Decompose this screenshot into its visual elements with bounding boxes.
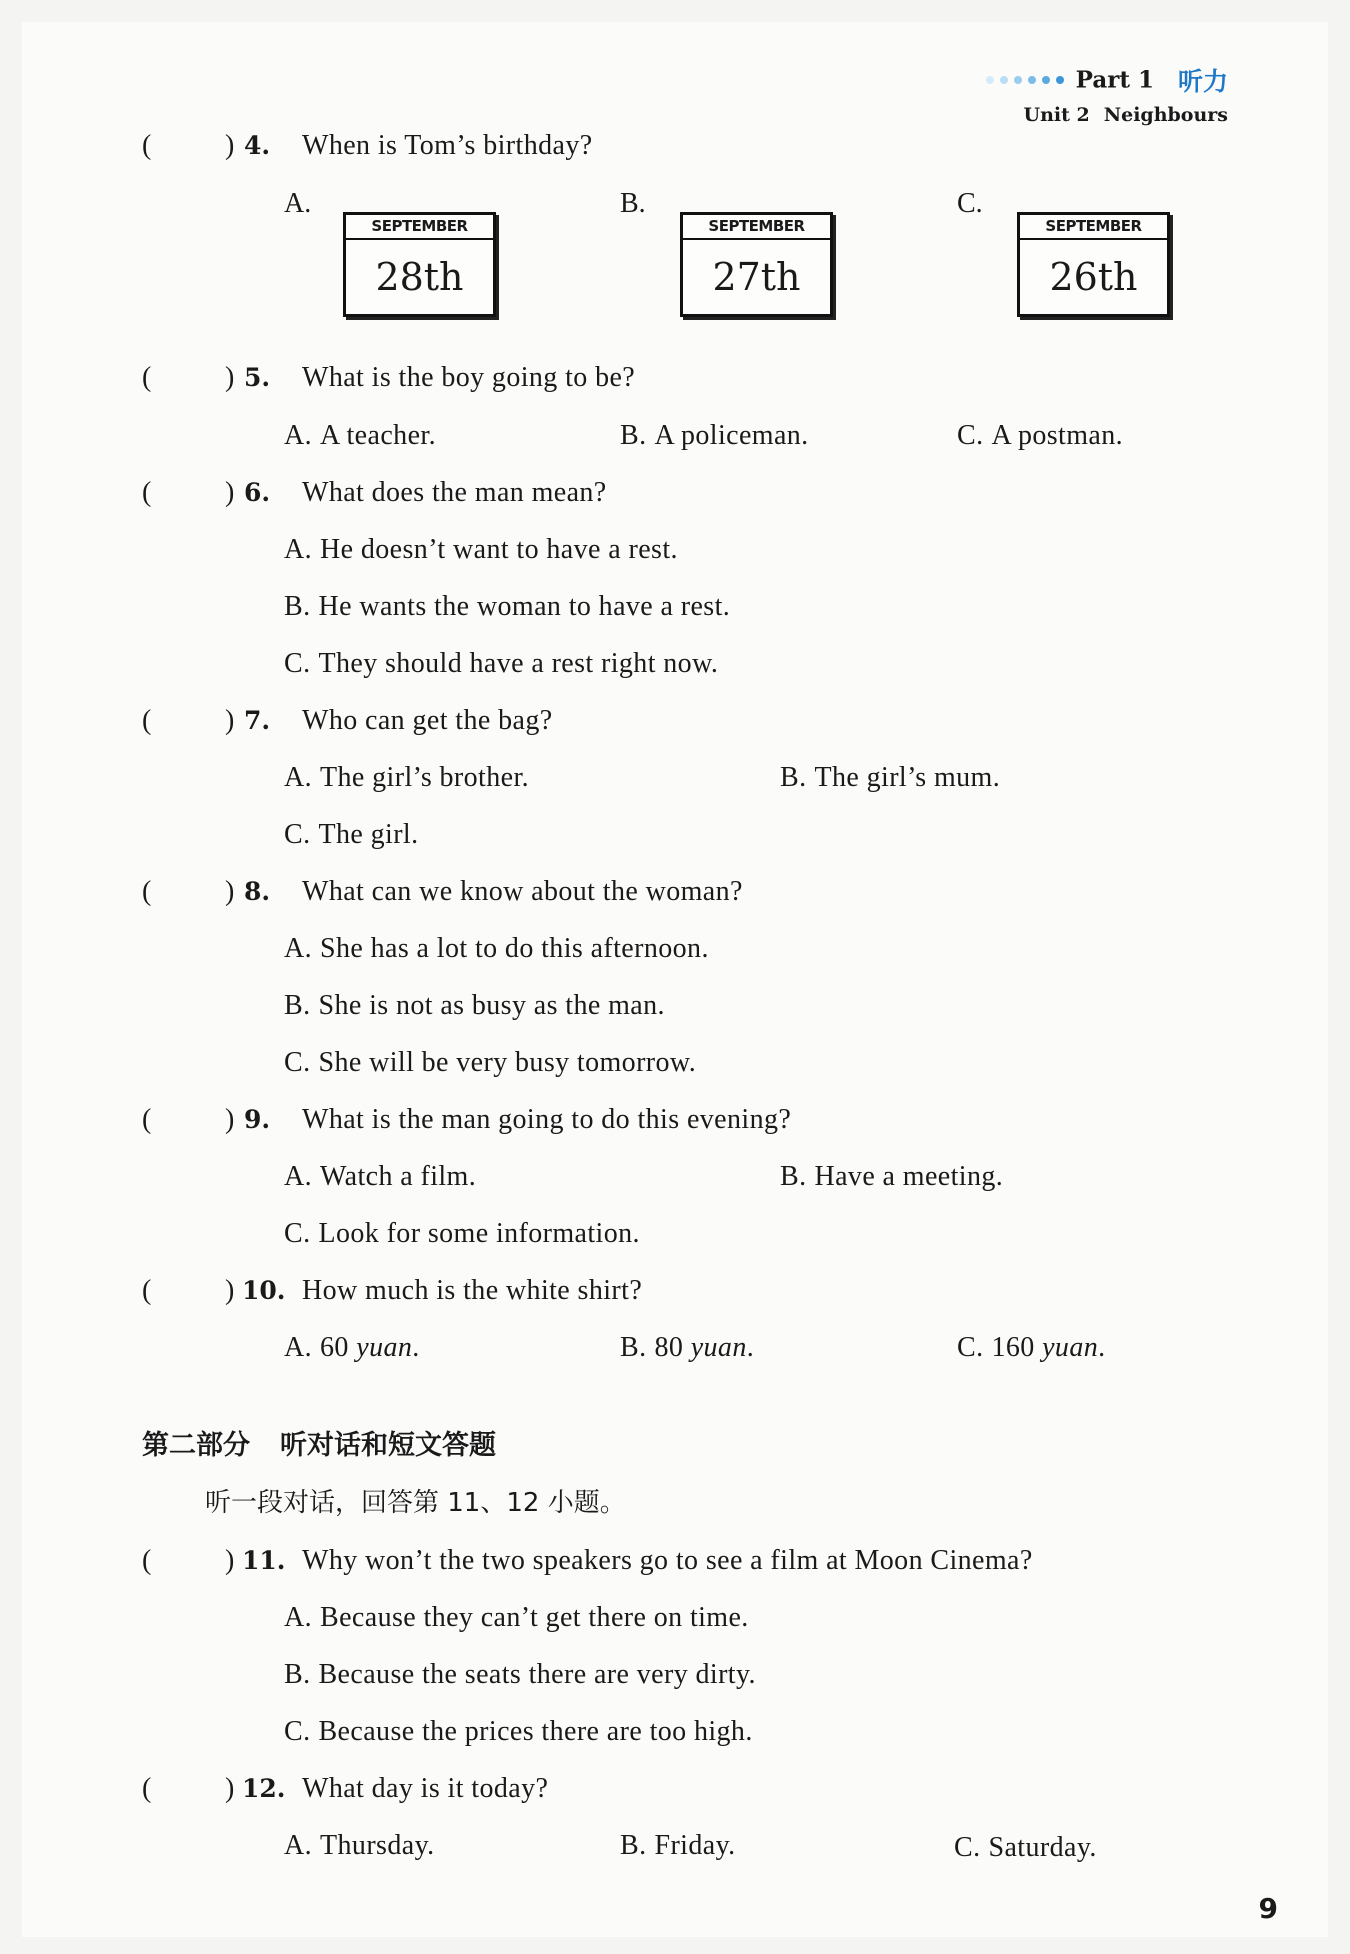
- option-a: A. Watch a film.: [284, 1161, 477, 1192]
- calendar-month: SEPTEMBER: [683, 215, 830, 240]
- option-a: A. He doesn’t want to have a rest.: [284, 534, 678, 565]
- option-a: A. Because they can’t get there on time.: [284, 1602, 749, 1633]
- calendar-option-c: [1017, 212, 1170, 317]
- option-a: A. She has a lot to do this afternoon.: [284, 933, 709, 964]
- question-text: How much is the white shirt?: [302, 1275, 643, 1306]
- section-title: 第二部分: [142, 1430, 250, 1461]
- answer-paren-right: ): [225, 130, 235, 161]
- answer-paren-right: ): [225, 876, 235, 907]
- question-number: 8.: [244, 877, 271, 906]
- option-c: C. Look for some information.: [284, 1218, 640, 1249]
- option-c: C. She will be very busy tomorrow.: [284, 1047, 697, 1078]
- option-c: C. They should have a rest right now.: [284, 648, 719, 679]
- option-b: B. Friday.: [620, 1830, 736, 1861]
- answer-paren-left: (: [142, 705, 152, 736]
- option-b: B. Have a meeting.: [780, 1161, 1004, 1192]
- option-b: B. Because the seats there are very dirty.: [284, 1659, 756, 1690]
- option-a-label: A.: [284, 188, 312, 219]
- section-heading: [142, 1426, 496, 1466]
- calendar-month: SEPTEMBER: [346, 215, 493, 240]
- page-number: 9: [1258, 1892, 1278, 1925]
- calendar-month: SEPTEMBER: [1020, 215, 1167, 240]
- question-text: What is the boy going to be?: [302, 362, 636, 393]
- answer-paren-left: (: [142, 477, 152, 508]
- answer-paren-right: ): [225, 705, 235, 736]
- question-number: 9.: [244, 1105, 271, 1134]
- answer-paren-left: (: [142, 1104, 152, 1135]
- question-number: 6.: [244, 478, 271, 507]
- question-text: What can we know about the woman?: [302, 876, 743, 907]
- option-b: B. He wants the woman to have a rest.: [284, 591, 731, 622]
- option-c: C. A postman.: [957, 420, 1124, 451]
- question-text: What is the man going to do this evening?: [302, 1104, 792, 1135]
- question-text: Why won’t the two speakers go to see a film at Moon Cinema?: [302, 1545, 1033, 1576]
- option-b-label: B.: [620, 188, 646, 219]
- answer-paren-right: ): [225, 1773, 235, 1804]
- answer-paren-left: (: [142, 130, 152, 161]
- question-number: 7.: [244, 706, 271, 735]
- option-a: A. The girl’s brother.: [284, 762, 530, 793]
- workbook-page: [22, 22, 1328, 1937]
- answer-paren-left: (: [142, 876, 152, 907]
- option-b: B. 80 yuan.: [620, 1332, 755, 1363]
- option-b: B. A policeman.: [620, 420, 809, 451]
- question-number: 11.: [242, 1546, 286, 1575]
- answer-paren-left: (: [142, 362, 152, 393]
- option-c-label: C.: [957, 188, 983, 219]
- option-b: B. She is not as busy as the man.: [284, 990, 665, 1021]
- question-number: 12.: [242, 1774, 286, 1803]
- answer-paren-right: ): [225, 477, 235, 508]
- section-instruction: 听一段对话，回答第 11、12 小题。: [205, 1488, 626, 1518]
- question-text: When is Tom’s birthday?: [302, 130, 593, 161]
- header-part: Part 1: [1075, 66, 1154, 94]
- question-number: 10.: [242, 1276, 286, 1305]
- answer-paren-right: ): [225, 1545, 235, 1576]
- option-c: C. Because the prices there are too high.: [284, 1716, 753, 1747]
- section-subtitle: 听对话和短文答题: [280, 1430, 496, 1461]
- header-unit: Unit 2 Neighbours: [1023, 104, 1228, 126]
- calendar-option-a: [343, 212, 496, 317]
- option-c: C. 160 yuan.: [957, 1332, 1106, 1363]
- page-header: [980, 62, 1228, 126]
- option-a: A. 60 yuan.: [284, 1332, 420, 1363]
- answer-paren-right: ): [225, 362, 235, 393]
- option-a: A. Thursday.: [284, 1830, 435, 1861]
- calendar-option-b: [680, 212, 833, 317]
- answer-paren-left: (: [142, 1545, 152, 1576]
- question-text: What day is it today?: [302, 1773, 549, 1804]
- question-text: Who can get the bag?: [302, 705, 553, 736]
- answer-paren-right: ): [225, 1275, 235, 1306]
- calendar-day: 26th: [1049, 255, 1138, 299]
- option-c: C. The girl.: [284, 819, 419, 850]
- question-number: 5.: [244, 363, 271, 392]
- answer-paren-left: (: [142, 1275, 152, 1306]
- option-c: C. Saturday.: [954, 1832, 1097, 1863]
- calendar-day: 27th: [712, 255, 801, 299]
- calendar-day: 28th: [375, 255, 464, 299]
- option-a: A. A teacher.: [284, 420, 436, 451]
- answer-paren-right: ): [225, 1104, 235, 1135]
- decorative-dots: [980, 71, 1064, 89]
- answer-paren-left: (: [142, 1773, 152, 1804]
- option-b: B. The girl’s mum.: [780, 762, 1001, 793]
- question-text: What does the man mean?: [302, 477, 607, 508]
- header-title: 听力: [1177, 67, 1228, 96]
- question-number: 4.: [244, 131, 271, 160]
